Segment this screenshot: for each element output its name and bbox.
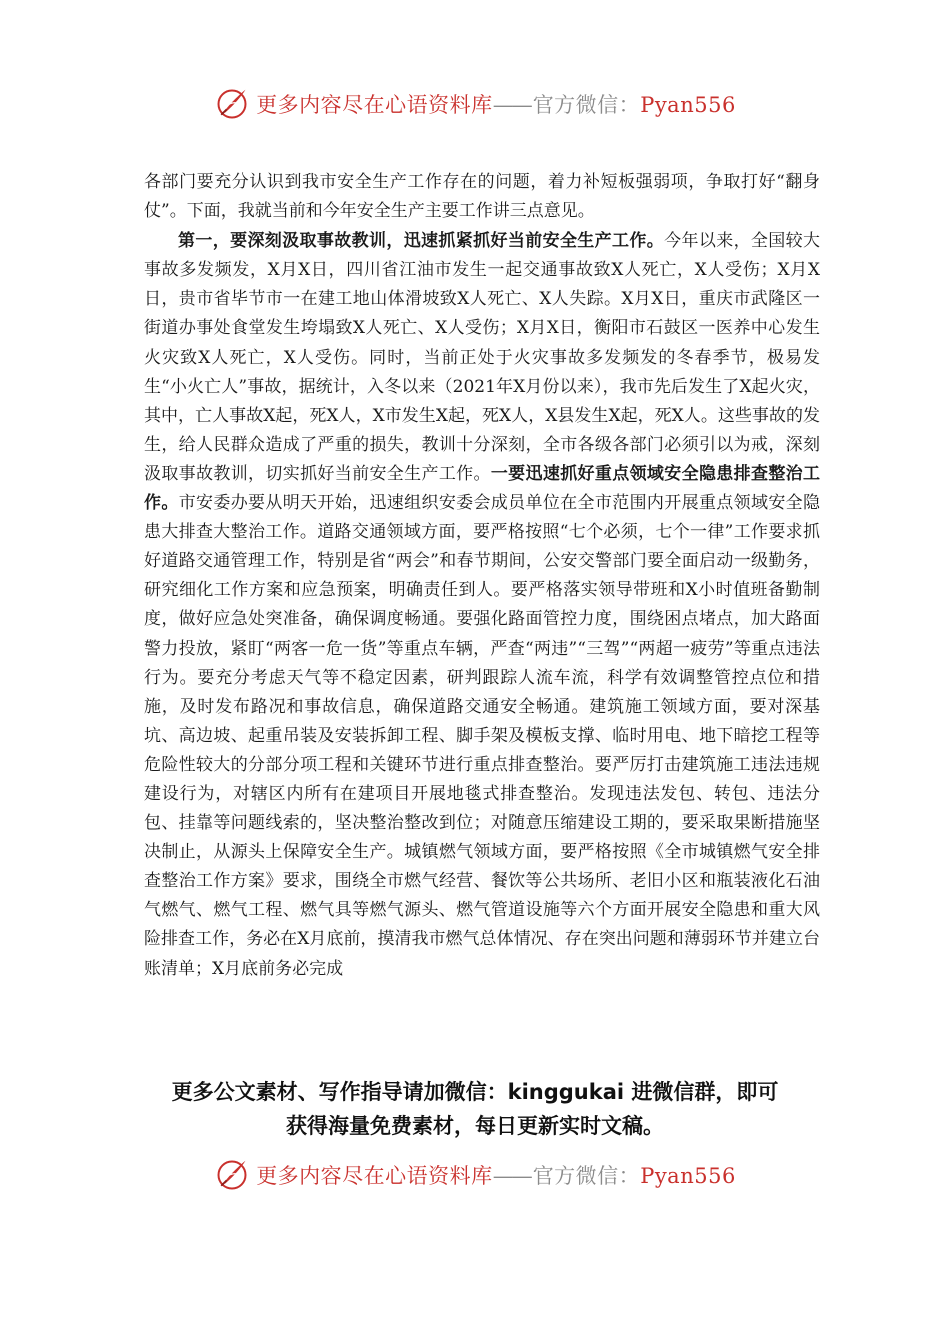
promo-notice [130,1075,820,1143]
section-heading: 第一，要深刻汲取事故教训，迅速抓紧抓好当前安全生产工作。 [178,231,665,252]
banner-label: 官方微信： [532,1164,641,1188]
banner-wechat-id: Pyan556 [640,93,736,117]
banner-dash: —— [492,1164,531,1188]
banner-dash: —— [492,93,531,117]
quill-logo-icon [214,86,250,122]
banner-text [256,1160,736,1190]
banner-text [256,89,736,119]
quill-logo-icon [214,1157,250,1193]
paragraph-section-one [144,227,820,983]
promo-line-1: 更多公文素材、写作指导请加微信：kinggukai 进微信群，即可 [171,1080,779,1104]
promo-line-2: 获得海量免费素材，每日更新实时文稿。 [286,1114,664,1138]
document-body [144,168,820,984]
section-subheading: 一要迅速抓好重点领域安全隐患排查整治工作。 [144,463,821,514]
banner-title: 更多内容尽在心语资料库 [256,1164,493,1188]
paragraph-intro: 各部门要充分认识到我市安全生产工作存在的问题，着力补短板强弱项，争取打好“翻身仗”。下面，我就当前和今年安全生产主要工作讲三点意见。 [144,172,820,222]
section-text-1: 今年以来，全国较大事故多发频发，X月X日，四川省江油市发生一起交通事故致X人死亡，X人受伤；X月X日，贵市省毕节市一在建工地山体滑坡致X人死亡、X人失踪。X月X日，重庆市武隆区一街道办事处食堂发生垮塌致X人死亡、X人受伤；X月X日，衡阳市石鼓区一医养中心发生火灾致X人死亡，X人受伤。同时，当前正处于火灾事故多发频发的冬春季节，极易发生“小火亡人”事故，据统计，入冬以来（2021年X月份以来），我市先后发生了X起火灾，其中，亡人事故X起，死X人，X市发生X起，死X人，X县发生X起，死X人。这些事故的发生，给人民群众造成了严重的损失，教训十分深刻，全市各级各部门必须引以为戒，深刻汲取事故教训，切实抓好当前安全生产工作。 [144,231,821,484]
banner-title: 更多内容尽在心语资料库 [256,93,493,117]
banner-label: 官方微信： [532,93,641,117]
footer-banner [0,1153,950,1197]
section-text-2: 市安委办要从明天开始，迅速组织安委会成员单位在全市范围内开展重点领域安全隐患大排查大整治工作。道路交通领域方面，要严格按照“七个必须，七个一律”工作要求抓好道路交通管理工作，特别是省“两会”和春节期间，公安交警部门要全面启动一级勤务，研究细化工作方案和应急预案，明确责任到人。要严格落实领导带班和X小时值班备勤制度，做好应急处突准备，确保调度畅通。要强化路面管控力度，围绕困点堵点，加大路面警力投放，紧盯“两客一危一货”等重点车辆，严查“两违”“三驾”“两超一疲劳”等重点违法行为。要充分考虑天气等不稳定因素，研判跟踪人流车流，科学有效调整管控点位和措施，及时发布路况和事故信息，确保道路交通安全畅通。建筑施工领域方面，要对深基坑、高边坡、起重吊装及安装拆卸工程、脚手架及模板支撑、临时用电、地下暗挖工程等危险性较大的分部分项工程和关键环节进行重点排查整治。要严厉打击建筑施工违法违规建设行为，对辖区内所有在建项目开展地毯式排查整治。发现违法发包、转包、违法分包、挂靠等问题线索的，坚决整治整改到位；对随意压缩建设工期的，要采取果断措施坚决制止，从源头上保障安全生产。城镇燃气领域方面，要严格按照《全市城镇燃气安全排查整治工作方案》要求，围绕全市燃气经营、餐饮等公共场所、老旧小区和瓶装液化石油气燃气、燃气工程、燃气具等燃气源头、燃气管道设施等六个方面开展安全隐患和重大风险排查工作，务必在X月底前，摸清我市燃气总体情况、存在突出问题和薄弱环节并建立台账清单；X月底前务必完成 [144,493,821,979]
banner-wechat-id: Pyan556 [640,1164,736,1188]
header-banner [0,82,950,126]
